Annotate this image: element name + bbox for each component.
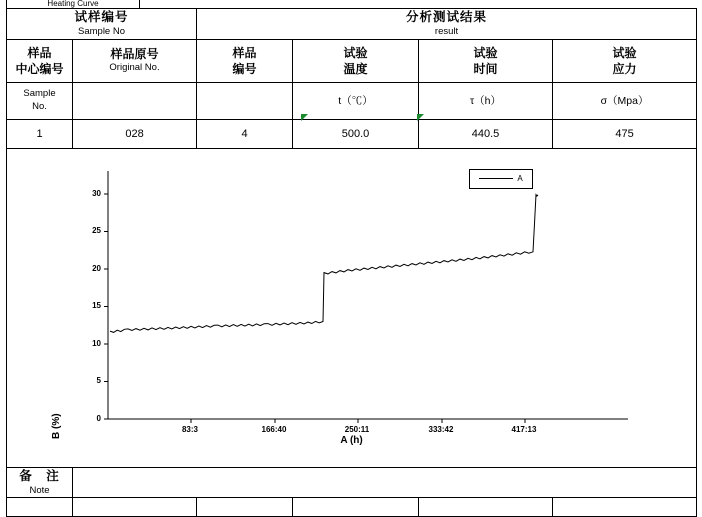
legend-line-icon <box>479 178 513 179</box>
col-center-no <box>7 39 73 82</box>
chart-x-tick: 83:3 <box>181 424 198 434</box>
col-temperature-cn2: 温度 <box>343 61 368 76</box>
col-time-cn1: 试验 <box>473 45 498 60</box>
chart-legend <box>469 169 533 189</box>
chart-y-tick: 15 <box>92 301 101 311</box>
footer-blank-row <box>7 498 697 517</box>
sample-id-en: Sample No <box>78 25 125 37</box>
table-row <box>7 119 697 148</box>
header-row-title <box>7 9 697 40</box>
chart-x-tick: 417:13 <box>511 424 537 434</box>
col-temperature <box>293 39 419 82</box>
col-stress <box>553 39 697 82</box>
col-temperature-cn1: 试验 <box>343 45 368 60</box>
header-row-units <box>7 82 697 119</box>
col-sample-no-cn2: 编号 <box>232 61 257 76</box>
footer-cell-6 <box>553 498 697 517</box>
chart-x-axis-label: A (h) <box>340 434 363 446</box>
col-center-no-cn1: 样品 <box>27 45 52 60</box>
unit-time: τ（h） <box>419 82 553 119</box>
note-value <box>73 467 697 498</box>
chart-x-tick: 333:42 <box>428 424 454 434</box>
col-time-cn2: 时间 <box>473 61 498 76</box>
marker-triangle-1 <box>301 114 308 121</box>
cell-temperature: 500.0 <box>293 119 419 148</box>
chart-y-tick: 5 <box>96 376 101 386</box>
footer-cell-5 <box>419 498 553 517</box>
legend-label: A <box>517 174 523 184</box>
chart-y-tick: 25 <box>92 226 101 236</box>
sample-id-header <box>7 9 197 40</box>
result-cn: 分析测试结果 <box>406 10 488 24</box>
note-row <box>7 467 697 498</box>
unit-stress: σ（Mpa） <box>553 82 697 119</box>
unit-original-no <box>73 82 197 119</box>
footer-cell-2 <box>73 498 197 517</box>
col-stress-cn2: 应力 <box>612 61 637 76</box>
sample-id-cn: 试样编号 <box>74 10 129 24</box>
chart-x-tick: 166:40 <box>261 424 287 434</box>
col-original-no-cn: 样品原号 <box>110 47 159 62</box>
col-stress-cn1: 试验 <box>612 45 637 60</box>
cell-sample-no: 4 <box>197 119 293 148</box>
chart-y-tick: 0 <box>96 413 101 423</box>
cell-stress: 475 <box>553 119 697 148</box>
result-en: result <box>434 25 459 37</box>
chart-plot-area <box>8 149 696 467</box>
col-original-no <box>73 39 197 82</box>
heating-curve-clip: Heating Curve <box>6 0 140 9</box>
chart-x-tick: 250:11 <box>344 424 370 434</box>
col-original-no-en: Original No. <box>109 62 160 74</box>
col-sample-no <box>197 39 293 82</box>
chart-y-tick: 10 <box>92 338 101 348</box>
report-table <box>6 8 697 517</box>
chart-y-tick: 30 <box>92 188 101 198</box>
footer-cell-4 <box>293 498 419 517</box>
unit-sample-id <box>197 82 293 119</box>
col-center-no-cn2: 中心编号 <box>15 61 64 76</box>
col-sample-no-cn1: 样品 <box>232 45 257 60</box>
result-header <box>197 9 697 40</box>
chart-series-line <box>110 194 538 332</box>
unit-temperature: t（℃） <box>293 82 419 119</box>
chart-y-tick: 20 <box>92 263 101 273</box>
unit-sample-en1: Sample <box>23 87 56 99</box>
note-label <box>7 467 73 498</box>
footer-cell-3 <box>197 498 293 517</box>
chart-row <box>7 148 697 467</box>
chart-y-axis-label: B (%) <box>51 413 62 439</box>
marker-triangle-2 <box>417 114 424 121</box>
note-en: Note <box>29 484 50 496</box>
cell-time: 440.5 <box>419 119 553 148</box>
cell-original-no: 028 <box>73 119 197 148</box>
footer-cell-1 <box>7 498 73 517</box>
unit-sample-en2: No. <box>32 100 47 112</box>
header-row-columns <box>7 39 697 82</box>
unit-sample-no <box>7 82 73 119</box>
creep-curve-chart <box>7 149 696 467</box>
cell-center-no: 1 <box>7 119 73 148</box>
chart-container <box>7 148 697 467</box>
col-time <box>419 39 553 82</box>
note-cn: 备 注 <box>19 468 60 483</box>
